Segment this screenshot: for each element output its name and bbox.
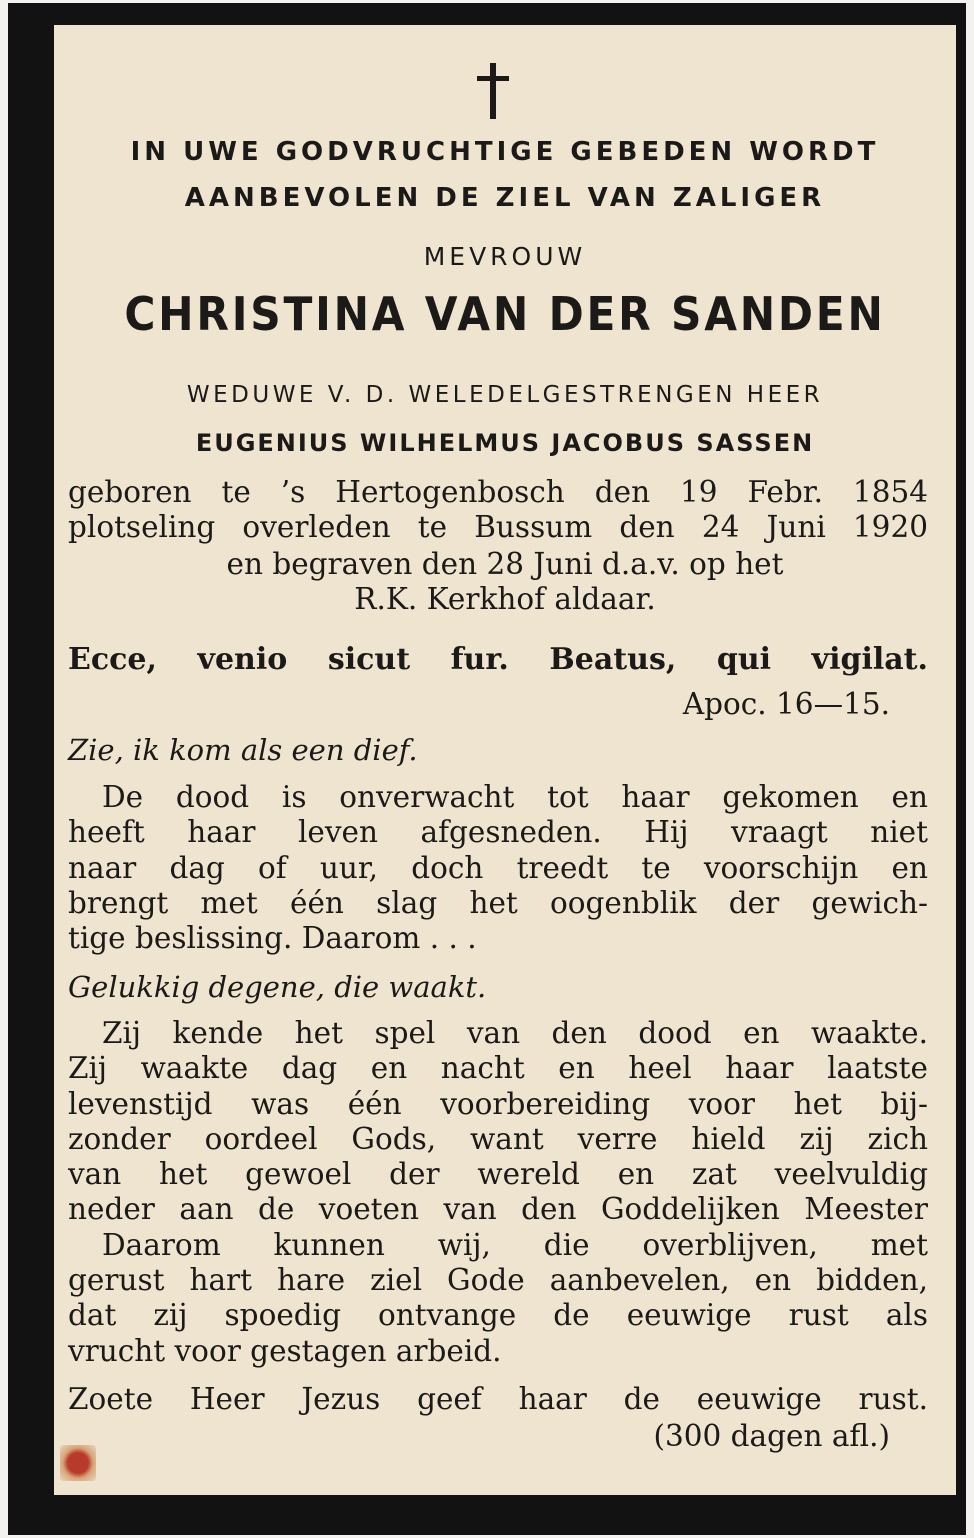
title-word: MEVROUW (423, 242, 587, 271)
section1-line: De dood is onverwacht tot haar gekomen en (102, 780, 928, 814)
indulgence-note: (300 dagen afl.) (653, 1419, 890, 1453)
deceased-name: CHRISTINA VAN DER SANDEN (124, 287, 886, 341)
quote-reference: Apoc. 16—15. (682, 687, 890, 721)
section2-line: vrucht voor gestagen arbeid. (68, 1333, 502, 1368)
header-line-2: AANBEVOLEN DE ZIEL VAN ZALIGER (184, 183, 826, 213)
section2-line: van het gewoel der wereld en zat veelvuldig (68, 1157, 928, 1192)
section1-line: tige beslissing. Daarom . . . (68, 921, 477, 956)
husband-name: EUGENIUS WILHELMUS JACOBUS SASSEN (195, 429, 815, 457)
card-paper (54, 25, 956, 1495)
death-line: plotseling overleden te Bussum den 24 Juni 1920 (68, 510, 928, 545)
section2-line: dat zij spoedig ontvange de eeuwige rust als (68, 1298, 928, 1333)
widow-line: WEDUWE V. D. WELEDELGESTRENGEN HEER (186, 382, 824, 408)
cemetery-line: R.K. Kerkhof aldaar. (354, 582, 656, 616)
section1-line: heeft haar leven afgesneden. Hij vraagt niet (68, 815, 928, 850)
section2-line: neder aan de voeten van den Goddelijken Meester (68, 1192, 928, 1227)
closing-prayer-block (68, 1382, 928, 1417)
section1-paragraph (68, 780, 928, 956)
mourning-card (8, 3, 966, 1535)
section2-line: gerust hart hare ziel Gode aanbevelen, en bidden, (68, 1263, 928, 1298)
dates-block (68, 475, 928, 546)
section2-line: zonder oordeel Gods, want verre hield zij zich (68, 1121, 928, 1156)
section2-paragraph (68, 1016, 928, 1369)
header-line-1: IN UWE GODVRUCHTIGE GEBEDEN WORDT (130, 137, 880, 167)
section2-line: Daarom kunnen wij, die overblijven, met (102, 1227, 928, 1262)
quote-text: Ecce, venio sicut fur. Beatus, qui vigilat. (68, 642, 928, 677)
birth-line: geboren te ’s Hertogenbosch den 19 Febr. 1854 (68, 475, 928, 509)
archive-stamp-icon (60, 1445, 96, 1481)
section2-line: Zij waakte dag en nacht en heel haar laatste (68, 1051, 928, 1086)
section2-line: levenstijd was één voorbereiding voor het bij- (68, 1086, 928, 1121)
section1-line: brengt met één slag het oogenblik der gewich- (68, 885, 928, 920)
cross-icon (476, 63, 510, 119)
quote-block (68, 642, 928, 677)
burial-line: en begraven den 28 Juni d.a.v. op het (226, 547, 784, 581)
section2-heading: Gelukkig degene, die waakt. (68, 970, 487, 1004)
section1-heading: Zie, ik kom als een dief. (68, 733, 418, 767)
section1-line: naar dag of uur, doch treedt te voorschijn en (68, 850, 928, 885)
closing-prayer: Zoete Heer Jezus geef haar de eeuwige rust. (68, 1382, 928, 1416)
section2-line: Zij kende het spel van den dood en waakte. (102, 1016, 928, 1050)
